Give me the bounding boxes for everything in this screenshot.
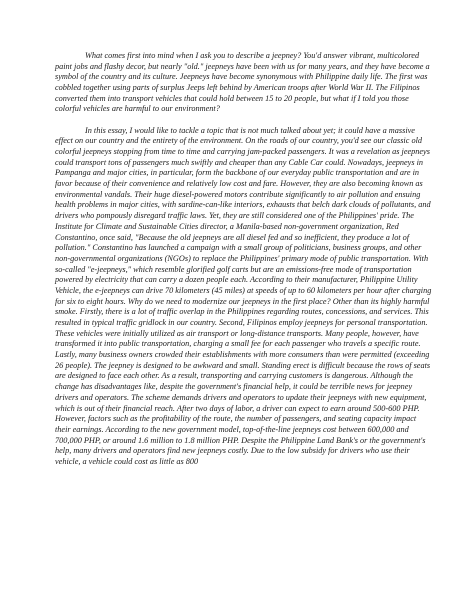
intro-paragraph: What comes first into mind when I ask you to describe a jeepney? You'd answer vibrant, multicolored paint jobs and flashy decor, but nearly "old." jeepneys have been with us for many years, and they have become a symbol of the country and its culture. Jeepneys have become synonymous with Philippine daily life. The first was cobbled together using parts of surplus Jeeps left behind by American troops after World War II. The Filipinos converted them into transport vehicles that could hold between 15 to 20 people, but what if I told you those colorful vehicles are harmful to our environment? — [55, 51, 430, 114]
body-paragraph: In this essay, I would like to tackle a topic that is not much talked about yet; it could have a massive effect on our country and the entirety of the environment. On the roads of our country, you'd see our classic old colorful jeepneys stopping from time to time and carrying jam-packed passengers. It was a revelation as jeepneys could transport tons of passengers much swiftly and cheaper than any Cable Car could. Nowadays, jeepneys in Pampanga and major cities, in particular, form the backbone of our everyday public transportation and are in favor because of their convenience and relatively low cost and fare. However, they are also becoming known as environmental vandals. Their huge diesel-powered motors contribute significantly to air pollution and ensuing health problems in major cities, with sardine-can-like interiors, exhausts that belch dark clouds of pollutants, and drivers who pompously disregard traffic laws. Yet, they are still considered one of the Philippines' pride. The Institute for Climate and Sustainable Cities director, a Manila-based non-government organization, Red Constantino, once said, "Because the old jeepneys are all diesel fed and so inefficient, they produce a lot of pollution." Constantino has launched a campaign with a small group of politicians, business groups, and other non-governmental organizations (NGOs) to replace the Philippines' primary mode of public transportation. With so-called "e-jeepneys," which resemble glorified golf carts but are an emissions-free mode of transportation powered by electricity that can carry a dozen people each. According to their manufacturer, Philippine Utility Vehicle, the e-jeepneys can drive 70 kilometers (45 miles) at speeds of up to 60 kilometers per hour after charging for six to eight hours. Why do we need to modernize our jeepneys in the first place? Other than its highly harmful smoke. Firstly, there is a lot of traffic overlap in the Philippines regarding routes, concessions, and services. This resulted in typical traffic gridlock in our country. Second, Filipinos employ jeepneys for personal transportation. These vehicles were initially utilized as air transport or long-distance transports. Many people, however, have transformed it into public transportation, charging a small fee for each passenger who travels a specific route. Lastly, many business owners crowded their establishments with more consumers than were permitted (exceeding 26 people). The jeepney is designed to be awkward and small. Standing erect is difficult because the rows of seats are designed to face each other. As a result, transporting and carrying customers is dangerous. Although the change has disadvantages like, despite the government's financial help, it could be terrible news for jeepney drivers and operators. The scheme demands drivers and operators to update their jeepneys with new equipment, which is out of their financial reach. After two days of labor, a driver can expect to earn around 500-600 PHP. However, factors such as the profitability of the route, the number of passengers, and seating capacity impact their earnings. According to the new government model, top-of-the-line jeepneys cost between 600,000 and 700,000 PHP, or around 1.6 million to 1.8 million PHP. Despite the Philippine Land Bank's or the government's help, many drivers and operators find new jeepneys costly. Due to the low subsidy for drivers who use their vehicle, a vehicle could cost as little as 800 — [55, 125, 432, 466]
